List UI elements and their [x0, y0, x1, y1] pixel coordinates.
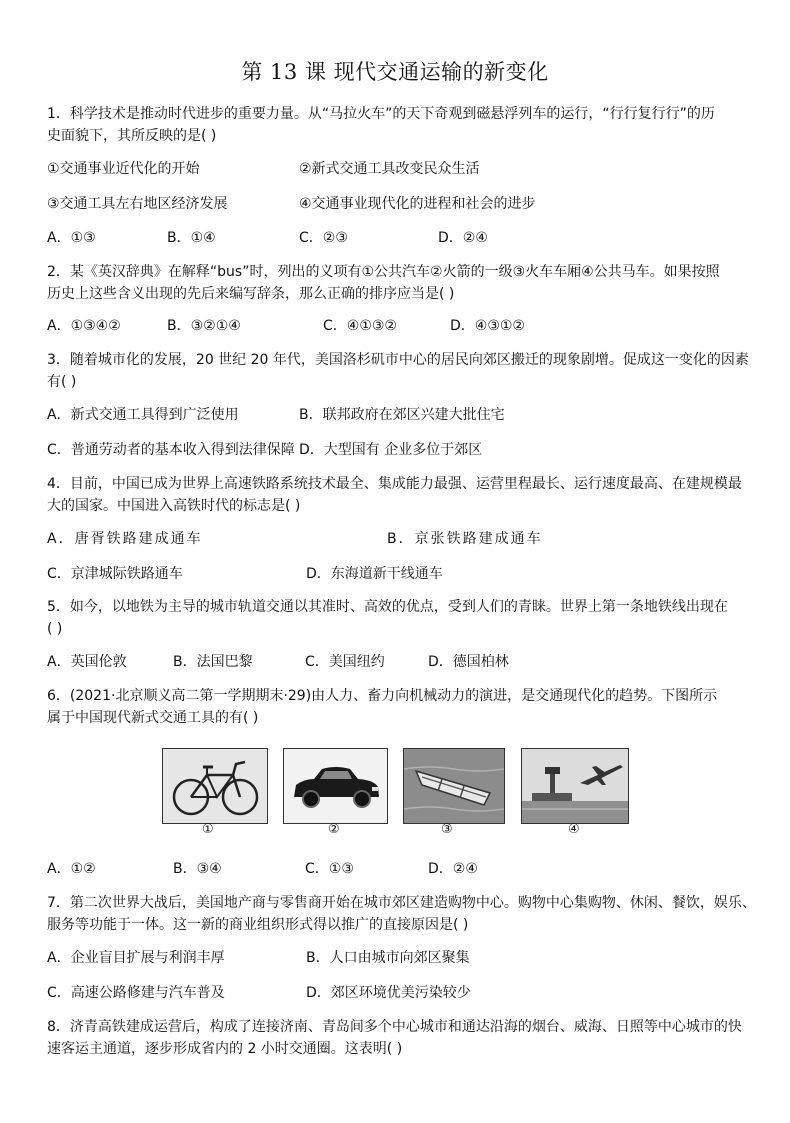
q1-option-b: B．①④: [167, 230, 216, 246]
q1-item-2: ②新式交通工具改变民众生活: [299, 161, 480, 177]
q7-stem-line2: 服务等功能于一体。这一新的商业组织形式得以推广的直接原因是( ): [47, 917, 469, 933]
q6-option-c: C．①③: [305, 861, 354, 877]
q3-stem-line1: 3．随着城市化的发展，20 世纪 20 年代，美国洛杉矶市中心的居民向郊区搬迁的现象剧增。促成这一变化的因素: [47, 352, 749, 368]
q3-stem-line2: 有( ): [47, 374, 77, 390]
q4-stem-line2: 大的国家。中国进入高铁时代的标志是( ): [47, 498, 301, 514]
q5-stem-line2: ( ): [47, 621, 63, 637]
q6-option-b: B．③④: [173, 861, 222, 877]
car-image: [283, 748, 388, 824]
q7-option-a: A．企业盲目扩展与利润丰厚: [47, 950, 225, 966]
q6-stem-line2: 属于中国现代新式交通工具的有( ): [47, 710, 259, 726]
image-label-2: ②: [328, 822, 340, 837]
page-title: 第 13 课 现代交通运输的新变化: [241, 60, 549, 84]
q1-stem-line1: 1．科学技术是推动时代进步的重要力量。从“马拉火车”的天下奇观到磁悬浮列车的运行，“行行复行行”的历: [47, 106, 715, 122]
q5-option-d: D．德国柏林: [428, 654, 509, 670]
q8-stem-line2: 速客运主通道，逐步形成省内的 2 小时交通圈。这表明( ): [47, 1041, 403, 1057]
image-label-1: ①: [202, 822, 214, 837]
q6-stem-line1: 6．(2021·北京顺义高二第一学期期末·29)由人力、畜力向机械动力的演进，是交通现代化的趋势。下图所示: [47, 688, 718, 704]
q1-item-4: ④交通事业现代化的进程和社会的进步: [299, 196, 536, 212]
q2-stem-line2: 历史上这些含义出现的先后来编写辞条，那么正确的排序应当是( ): [47, 286, 455, 302]
q1-item-1: ①交通事业近代化的开始: [47, 161, 200, 177]
q2-option-a: A．①③④②: [47, 318, 121, 334]
q2-stem-line1: 2．某《英汉辞典》在解释“bus”时，列出的义项有①公共汽车②火箭的一级③火车车厢④公共马车。如果按照: [47, 264, 720, 280]
q6-option-d: D．②④: [428, 861, 478, 877]
q5-stem-line1: 5．如今，以地铁为主导的城市轨道交通以其准时、高效的优点，受到人们的青睐。世界上第一条地铁线出现在: [47, 599, 728, 615]
q4-option-d: D．东海道新干线通车: [306, 566, 443, 582]
q7-stem-line1: 7．第二次世界大战后，美国地产商与零售商开始在城市郊区建造购物中心。购物中心集购物、休闲、餐饮，娱乐、: [47, 895, 756, 911]
q2-option-d: D．④③①②: [450, 318, 525, 334]
image-label-3: ③: [441, 822, 453, 837]
q5-option-a: A．英国伦敦: [47, 654, 127, 670]
q3-option-a: A．新式交通工具得到广泛使用: [47, 407, 239, 423]
boat-image: [403, 748, 505, 824]
q7-option-b: B．人口由城市向郊区聚集: [306, 950, 470, 966]
q6-option-a: A．①②: [47, 861, 96, 877]
image-label-4: ④: [568, 822, 580, 837]
bicycle-image: [162, 748, 268, 824]
q4-option-c: C．京津城际铁路通车: [47, 566, 183, 582]
q4-stem-line1: 4．目前，中国已成为世界上高速铁路系统技术最全、集成能力最强、运营里程最长、运行速度最高、在建规模最: [47, 476, 742, 492]
q2-option-b: B．③②①④: [167, 318, 241, 334]
q4-option-b: B．京张铁路建成通车: [387, 531, 543, 547]
q1-item-3: ③交通工具左右地区经济发展: [47, 196, 228, 212]
q3-option-b: B．联邦政府在郊区兴建大批住宅: [299, 407, 505, 423]
q1-stem-line2: 史面貌下，其所反映的是( ): [47, 128, 217, 144]
q3-option-c: C．普通劳动者的基本收入得到法律保障: [47, 442, 295, 458]
q7-option-c: C．高速公路修建与汽车普及: [47, 985, 225, 1001]
q7-option-d: D．郊区环境优美污染较少: [306, 985, 471, 1001]
q1-option-a: A．①③: [47, 230, 96, 246]
q3-option-d: D．大型国有 企业多位于郊区: [299, 442, 483, 458]
q5-option-c: C．美国纽约: [305, 654, 385, 670]
q1-option-d: D．②④: [438, 230, 488, 246]
airplane-image: [521, 748, 629, 824]
q5-option-b: B．法国巴黎: [173, 654, 253, 670]
q2-option-c: C．④①③②: [323, 318, 397, 334]
q4-option-a: A．唐胥铁路建成通车: [47, 531, 203, 547]
q1-option-c: C．②③: [299, 230, 348, 246]
q8-stem-line1: 8．济青高铁建成运营后，构成了连接济南、青岛间多个中心城市和通达沿海的烟台、威海、日照等中心城市的快: [47, 1019, 742, 1035]
